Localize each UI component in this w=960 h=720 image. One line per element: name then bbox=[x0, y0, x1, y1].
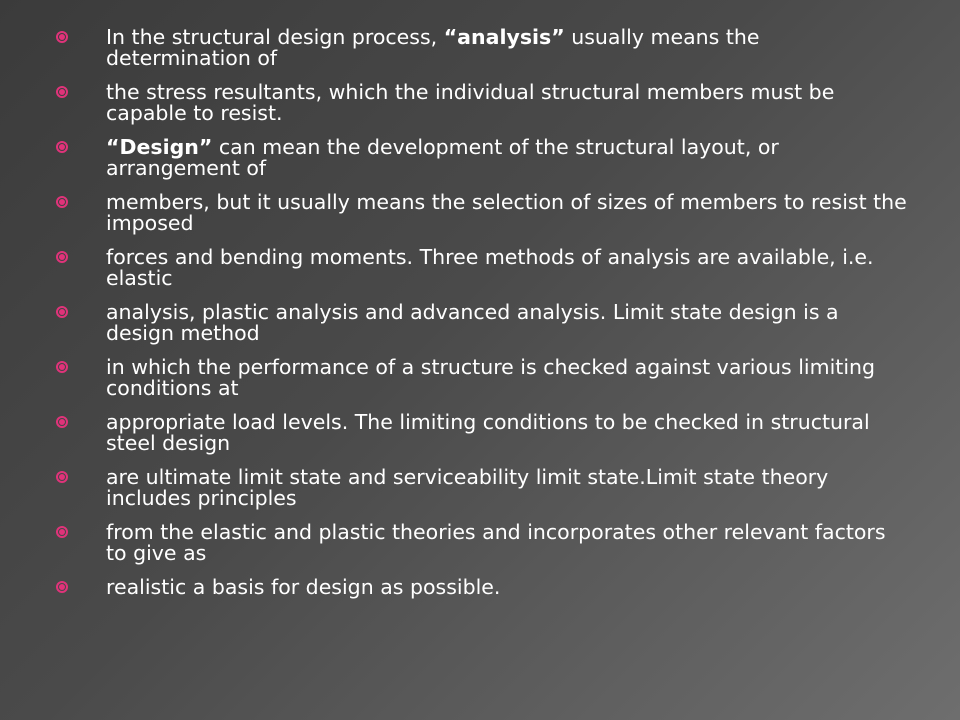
circled-dot-bullet-icon bbox=[56, 581, 68, 593]
circled-dot-bullet-icon bbox=[56, 306, 68, 318]
circled-dot-bullet-icon bbox=[56, 526, 68, 538]
circled-dot-bullet-icon bbox=[56, 31, 68, 43]
bullet-item: “Design” can mean the development of the structural layout, or arrangement of bbox=[50, 137, 910, 179]
circled-dot-bullet-icon bbox=[56, 471, 68, 483]
bullet-item: appropriate load levels. The limiting conditions to be checked in structural steel design bbox=[50, 412, 910, 454]
bullet-item: in which the performance of a structure is checked against various limiting conditions at bbox=[50, 357, 910, 399]
circled-dot-bullet-icon bbox=[56, 141, 68, 153]
bullet-item: forces and bending moments. Three methods of analysis are available, i.e. elastic bbox=[50, 247, 910, 289]
bullet-item: are ultimate limit state and serviceability limit state.Limit state theory includes principles bbox=[50, 467, 910, 509]
bullet-item: from the elastic and plastic theories and incorporates other relevant factors to give as bbox=[50, 522, 910, 564]
bullet-item: In the structural design process, “analysis” usually means the determination of bbox=[50, 27, 910, 69]
circled-dot-bullet-icon bbox=[56, 86, 68, 98]
bullet-item: the stress resultants, which the individual structural members must be capable to resist. bbox=[50, 82, 910, 124]
bullet-item: analysis, plastic analysis and advanced analysis. Limit state design is a design method bbox=[50, 302, 910, 344]
bullet-item: members, but it usually means the selection of sizes of members to resist the imposed bbox=[50, 192, 910, 234]
circled-dot-bullet-icon bbox=[56, 196, 68, 208]
circled-dot-bullet-icon bbox=[56, 361, 68, 373]
circled-dot-bullet-icon bbox=[56, 416, 68, 428]
bullet-item: realistic a basis for design as possible. bbox=[50, 577, 910, 598]
circled-dot-bullet-icon bbox=[56, 251, 68, 263]
bullet-list bbox=[50, 27, 910, 611]
